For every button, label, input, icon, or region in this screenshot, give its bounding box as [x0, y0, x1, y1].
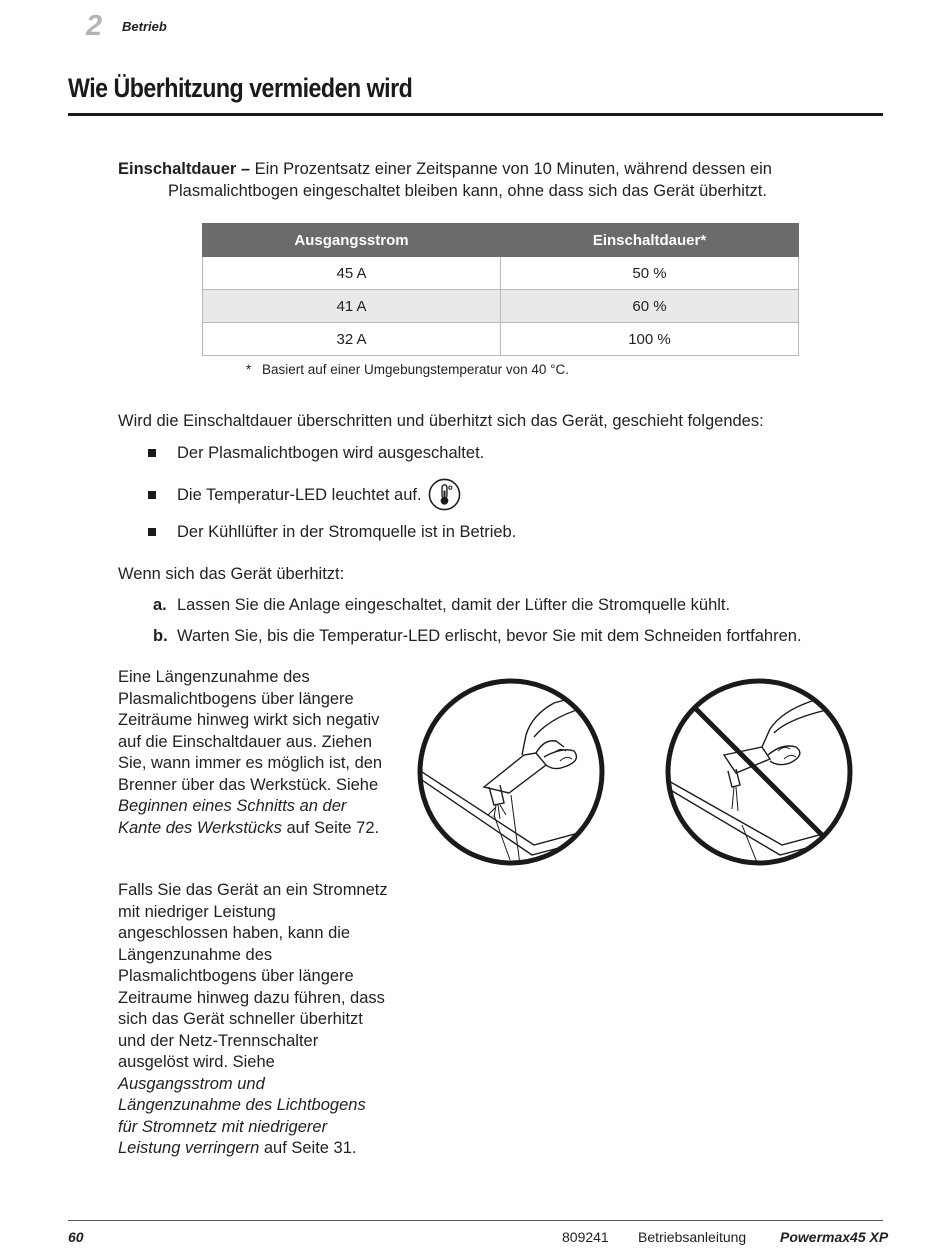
step-label: a. [153, 596, 167, 614]
duty-cycle-table [202, 223, 799, 356]
bullet-marker [148, 528, 156, 536]
bullet-marker [148, 449, 156, 457]
table-footnote [246, 362, 569, 377]
cross-reference: Beginnen eines Schnitts an der Kante des Werkstücks [118, 797, 347, 837]
table-header-cell: Ausgangsstrom [203, 224, 501, 257]
paragraph-text: Eine Längenzunahme des Plasmalichtbogens über längere Zeiträume hinweg wirkt sich negativ auf die Einschaltdauer aus. Ziehen Sie, wann immer es möglich ist, den Brenner über das Werkstück. Siehe [118, 668, 383, 794]
footer-rule [68, 1220, 883, 1221]
step-item [153, 625, 802, 647]
table-header-cell: Einschaltdauer* [501, 224, 799, 257]
table-cell: 41 A [203, 290, 501, 323]
table-header-row [203, 224, 799, 257]
definition [118, 158, 838, 202]
definition-text: Ein Prozentsatz einer Zeitspanne von 10 Minuten, während dessen ein Plasmalichtbogen eingeschaltet bleiben kann, ohne dass sich das Gerät überhitzt. [168, 160, 772, 200]
list-item [148, 521, 516, 543]
exceeded-intro: Wird die Einschaltdauer überschritten und überhitzt sich das Gerät, geschieht folgendes: [118, 412, 764, 430]
chapter-number: 2 [86, 10, 103, 42]
bullet-text: Der Kühllüfter in der Stromquelle ist in Betrieb. [177, 523, 517, 541]
cross-reference: Ausgangsstrom und Längenzunahme des Lichtbogens für Stromnetz mit niedrigerer Leistung verringern [118, 1074, 366, 1157]
list-item [148, 442, 484, 464]
step-text: Warten Sie, bis die Temperatur-LED erlischt, bevor Sie mit dem Schneiden fortfahren. [177, 627, 802, 645]
low-power-paragraph [118, 880, 388, 1160]
step-item [153, 594, 730, 616]
table-row [203, 323, 799, 356]
footnote-mark: * [246, 362, 252, 377]
paragraph-text: auf Seite 72. [286, 818, 380, 837]
bullet-text: Der Plasmalichtbogen wird ausgeschaltet. [177, 444, 485, 462]
chapter-title: Betrieb [122, 19, 167, 34]
list-item [148, 478, 461, 511]
table-cell: 50 % [501, 257, 799, 290]
paragraph-text: auf Seite 31. [263, 1139, 357, 1157]
bullet-marker [148, 491, 156, 499]
table-cell: 45 A [203, 257, 501, 290]
arc-stretch-paragraph [118, 667, 388, 839]
torch-drag-illustration [414, 675, 608, 869]
table-cell: 60 % [501, 290, 799, 323]
table-cell: 100 % [501, 323, 799, 356]
table-row [203, 290, 799, 323]
title-rule [68, 113, 883, 116]
torch-drag-prohibited-illustration [662, 675, 856, 869]
footnote-text: Basiert auf einer Umgebungstemperatur von 40 °C. [262, 362, 570, 377]
step-label: b. [153, 627, 168, 645]
thermometer-icon [428, 478, 461, 511]
table-cell: 32 A [203, 323, 501, 356]
overheat-intro: Wenn sich das Gerät überhitzt: [118, 565, 345, 583]
bullet-text: Die Temperatur-LED leuchtet auf. [177, 485, 422, 504]
document-number: 809241 [562, 1229, 609, 1245]
table-row [203, 257, 799, 290]
page-title: Wie Überhitzung vermieden wird [68, 73, 413, 103]
definition-term: Einschaltdauer – [118, 160, 251, 178]
step-text: Lassen Sie die Anlage eingeschaltet, damit der Lüfter die Stromquelle kühlt. [177, 596, 731, 614]
paragraph-text: Falls Sie das Gerät an ein Stromnetz mit niedriger Leistung angeschlossen haben, kann die Längenzunahme des Plasmalichtbogens über längere Zeitraume hinweg dazu führen, dass sich das Gerät schneller überhitzt und der Netz-Trennschalter ausgelöst wird. Siehe [118, 881, 388, 1071]
manual-name: Betriebsanleitung [638, 1229, 747, 1245]
page-number: 60 [68, 1229, 84, 1245]
product-name: Powermax45 XP [780, 1229, 889, 1245]
